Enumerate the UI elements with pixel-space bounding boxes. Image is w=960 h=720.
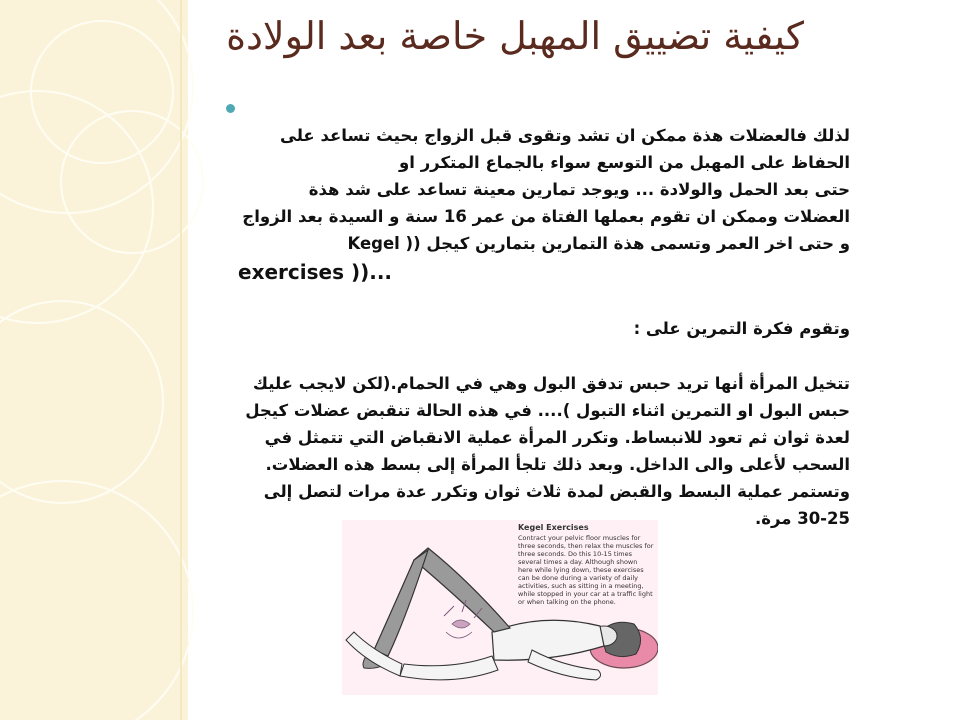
body-line: حبس البول او التمرين اثناء التبول ).... في هذه الحالة تنقبض عضلات كيجل [245,401,850,420]
body-line: 30-25 مرة. [754,509,850,528]
band-divider [180,0,182,720]
kegel-exercise-illustration [342,520,658,695]
paragraph-gap [238,342,850,370]
body-line: وتستمر عملية البسط والقبض لمدة ثلاث ثوان وتكرر عدة مرات لتصل إلى [263,482,850,501]
decorative-left-band [0,0,188,720]
kegel-caption [518,524,654,606]
body-line: لذلك فالعضلات هذة ممكن ان تشد وتقوى قبل الزواج بحيث تساعد على [280,126,850,145]
body-line: تتخيل المرأة أنها تريد حبس تدفق البول وهي في الحمام.(لكن لايجب عليك [252,374,850,393]
body-line: السحب لأعلى والى الداخل. وبعد ذلك تلجأ المرأة إلى بسط هذه العضلات. [265,455,850,474]
decorative-ring [0,300,164,504]
body-line: العضلات وممكن ان تقوم بعملها الفتاة من عمر 16 سنة و السيدة بعد الزواج [242,207,850,226]
bullet-icon [226,104,235,113]
slide-title: كيفية تضييق المهبل خاصة بعد الولادة [226,14,804,58]
kegel-caption-text: Contract your pelvic floor muscles for three seconds, then relax the muscles for three seconds. Do this 10-15 times several times a day. Although shown here while lying down, these exercises can be done during a variety of daily activities, such as sitting in a meeting, while stopped in your car at a traffic light or when talking on the phone. [518,534,654,606]
body-line: و حتى اخر العمر وتسمى هذة التمارين بتمارين كيجل (( Kegel [347,234,850,253]
decorative-ring [0,480,194,720]
slide-body [238,122,850,532]
body-line: لعدة ثوان ثم تعود للانبساط. وتكرر المرأة عملية الانقباض التي تتمثل في [264,428,850,447]
section-heading: وتقوم فكرة التمرين على : [633,319,850,338]
kegel-caption-title: Kegel Exercises [518,523,589,532]
body-line: حتى بعد الحمل والولادة ... ويوجد تمارين معينة تساعد على شد هذة [308,180,850,199]
paragraph-gap [238,287,850,315]
body-line: exercises ))... [238,260,393,284]
decorative-ring [60,110,204,254]
body-line: الحفاظ على المهبل من التوسع سواء بالجماع المتكرر او [399,153,850,172]
